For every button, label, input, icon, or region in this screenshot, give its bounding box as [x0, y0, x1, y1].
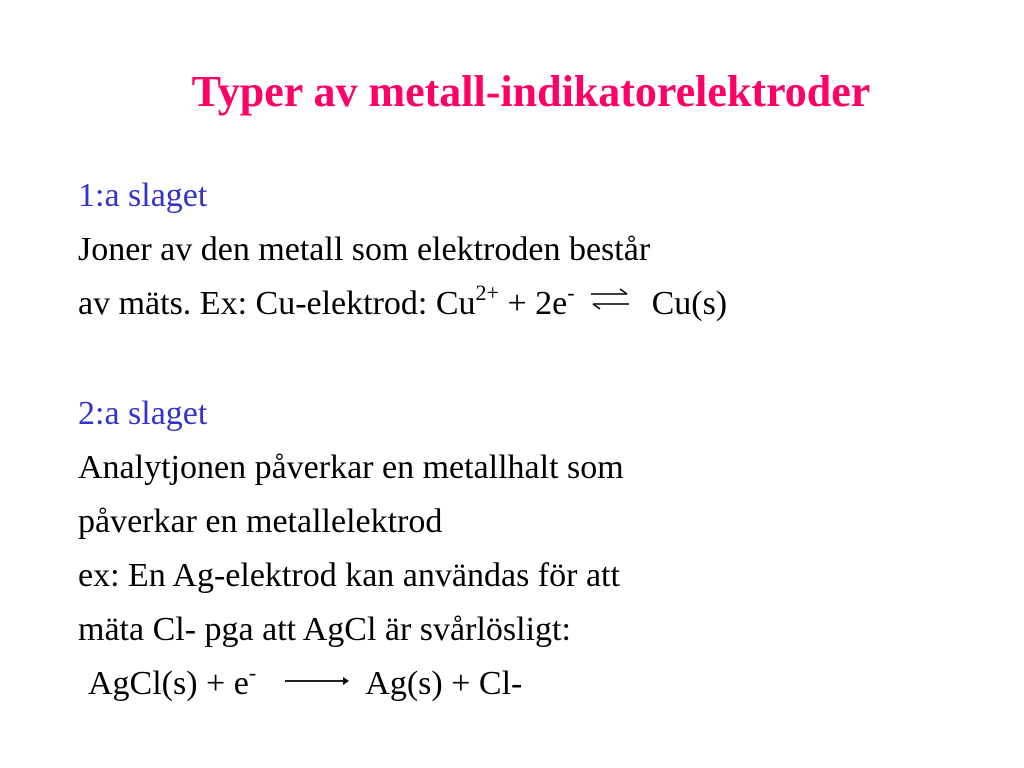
- section-2-line-2: påverkar en metallelektrod: [78, 503, 443, 540]
- section-2-line-4: mäta Cl- pga att AgCl är svårlösligt:: [78, 611, 571, 648]
- section-2-heading: 2:a slaget: [78, 395, 208, 432]
- reaction-electron-charge: -: [248, 660, 257, 685]
- reaction-reactant: AgCl(s) + e: [88, 665, 249, 702]
- section-1-equation: [78, 280, 728, 324]
- section-2-reaction: [88, 660, 523, 704]
- equilibrium-arrows-icon: [587, 286, 633, 312]
- equation-product: Cu(s): [651, 285, 728, 322]
- electron-charge: -: [567, 280, 575, 305]
- equation-prefix: av mäts. Ex: Cu-elektrod: Cu: [78, 285, 476, 322]
- reaction-product: Ag(s) + Cl-: [365, 665, 523, 702]
- right-arrow-icon: [283, 671, 349, 691]
- section-1-line-1: Joner av den metall som elektroden består: [78, 231, 651, 268]
- section-2-line-1: Analytjonen påverkar en metallhalt som: [78, 449, 624, 486]
- ion-charge: 2+: [475, 280, 499, 305]
- slide-title: Typer av metall-indikatorelektroder: [191, 67, 871, 116]
- section-1-heading: 1:a slaget: [78, 177, 208, 214]
- section-2-line-3: ex: En Ag-elektrod kan användas för att: [78, 557, 620, 594]
- equation-electrons: + 2e: [498, 285, 568, 322]
